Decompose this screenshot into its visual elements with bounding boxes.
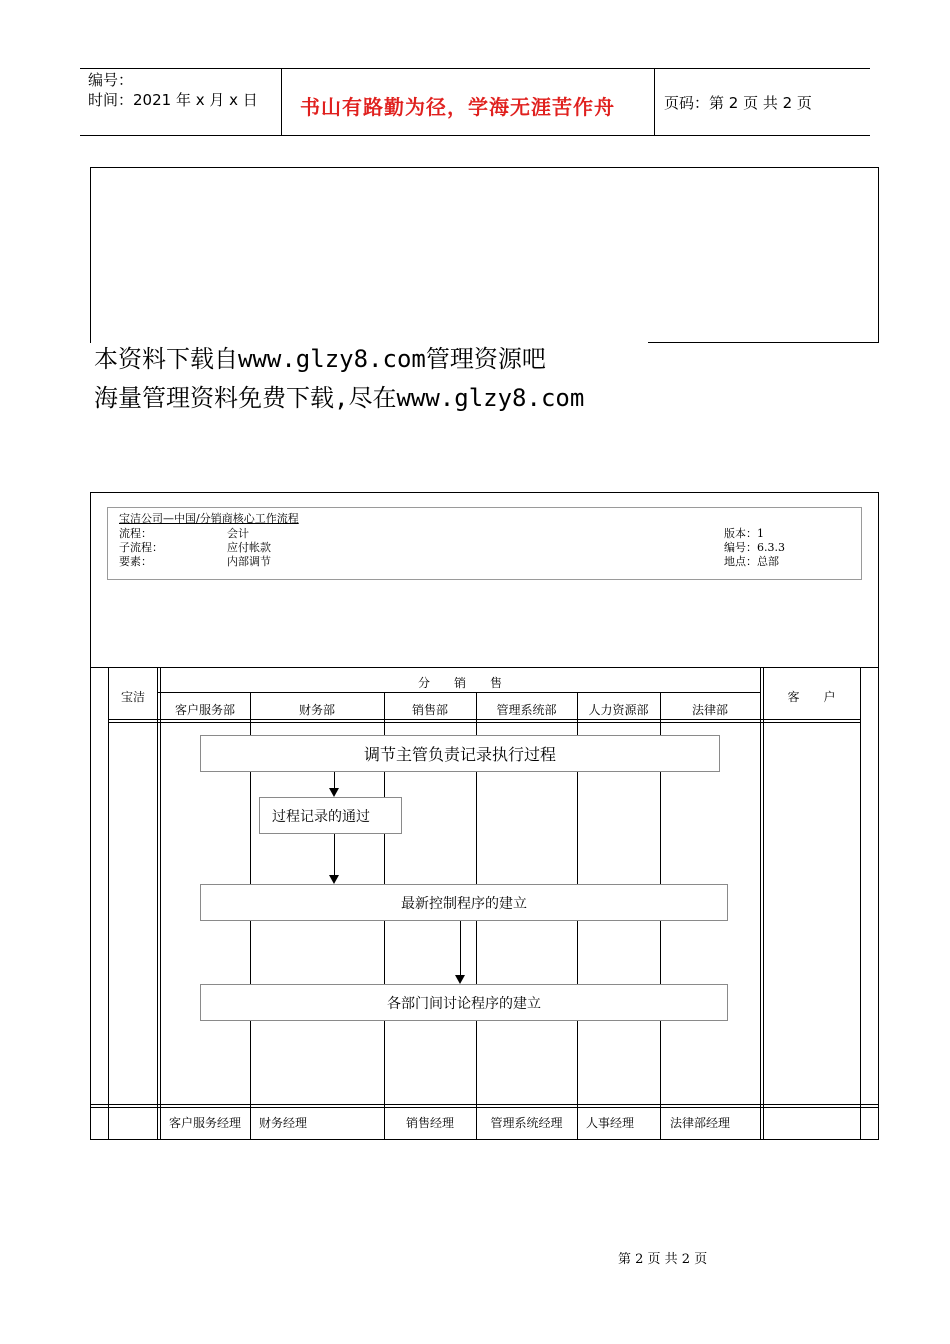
arrow-head-icon: [455, 975, 465, 984]
empty-frame: [90, 167, 879, 343]
flow-step-4: 各部门间讨论程序的建立: [200, 984, 728, 1021]
col-line: [157, 667, 158, 1140]
header-bottom-rule-1: [108, 719, 860, 720]
element-value: 内部调节: [227, 555, 271, 568]
page-footer: 第 2 页 共 2 页: [618, 1252, 708, 1267]
header-top-rule: [80, 68, 870, 69]
mgr-mis: 管理系统经理: [490, 1116, 563, 1130]
process-value: 会计: [227, 527, 249, 540]
header-motto: 书山有路勤为径，学海无涯苦作舟: [300, 95, 615, 119]
mgr-hr: 人事经理: [585, 1116, 634, 1130]
mgr-sales: 销售经理: [405, 1116, 454, 1130]
flow-step-3: 最新控制程序的建立: [200, 884, 728, 921]
header-bottom-rule-2: [108, 722, 860, 723]
element-label: 要素：: [119, 555, 152, 568]
mgr-finance: 财务经理: [258, 1116, 307, 1130]
code-text: 编号：6.3.3: [724, 541, 785, 554]
col-header-baojie: 宝洁: [120, 690, 145, 704]
group-header-distribution: 分 销 售: [417, 676, 502, 690]
ad-line-1: 本资料下载自www.glzy8.com管理资源吧: [94, 342, 550, 376]
dept-legal: 法律部: [691, 703, 728, 717]
arrow-head-icon: [329, 875, 339, 884]
header-divider: [654, 68, 655, 135]
location-text: 地点：总部: [724, 555, 779, 568]
col-line: [160, 667, 161, 1140]
col-line: [763, 667, 764, 1140]
mgr-customer-service: 客户服务经理: [168, 1116, 241, 1130]
arrow-shaft: [334, 772, 335, 788]
ad-line-2: 海量管理资料免费下载,尽在www.glzy8.com: [94, 384, 585, 412]
group-header-rule: [158, 692, 761, 693]
header-time-label: 时间：2021 年 x 月 x 日: [88, 91, 258, 109]
flow-step-1: 调节主管负责记录执行过程: [200, 735, 720, 772]
header-page-info: 页码：第 2 页 共 2 页: [664, 94, 812, 112]
arrow-shaft: [334, 834, 335, 875]
empty-frame-bottom-rule: [648, 342, 879, 343]
header-divider: [281, 68, 282, 135]
arrow-head-icon: [329, 788, 339, 797]
mgr-legal: 法律部经理: [669, 1116, 730, 1130]
dept-sales: 销售部: [411, 703, 448, 717]
col-line: [760, 667, 761, 1140]
doc-title: 宝洁公司—中国/分销商核心工作流程: [119, 512, 299, 525]
dept-customer-service: 客户服务部: [174, 703, 235, 717]
subprocess-label: 子流程：: [119, 541, 163, 554]
version-text: 版本：1: [724, 527, 764, 540]
flow-step-2: 过程记录的通过: [259, 797, 402, 834]
header-bottom-rule: [80, 135, 870, 136]
arrow-shaft: [460, 921, 461, 975]
dept-finance: 财务部: [298, 703, 335, 717]
process-label: 流程：: [119, 527, 152, 540]
dept-mis: 管理系统部: [496, 703, 557, 717]
header-number-label: 编号：: [88, 71, 134, 89]
col-header-customer: 客 户: [787, 690, 836, 704]
col-line: [860, 667, 861, 1140]
col-line: [108, 667, 109, 1140]
subprocess-value: 应付帐款: [227, 541, 271, 554]
dept-hr: 人力资源部: [588, 703, 649, 717]
